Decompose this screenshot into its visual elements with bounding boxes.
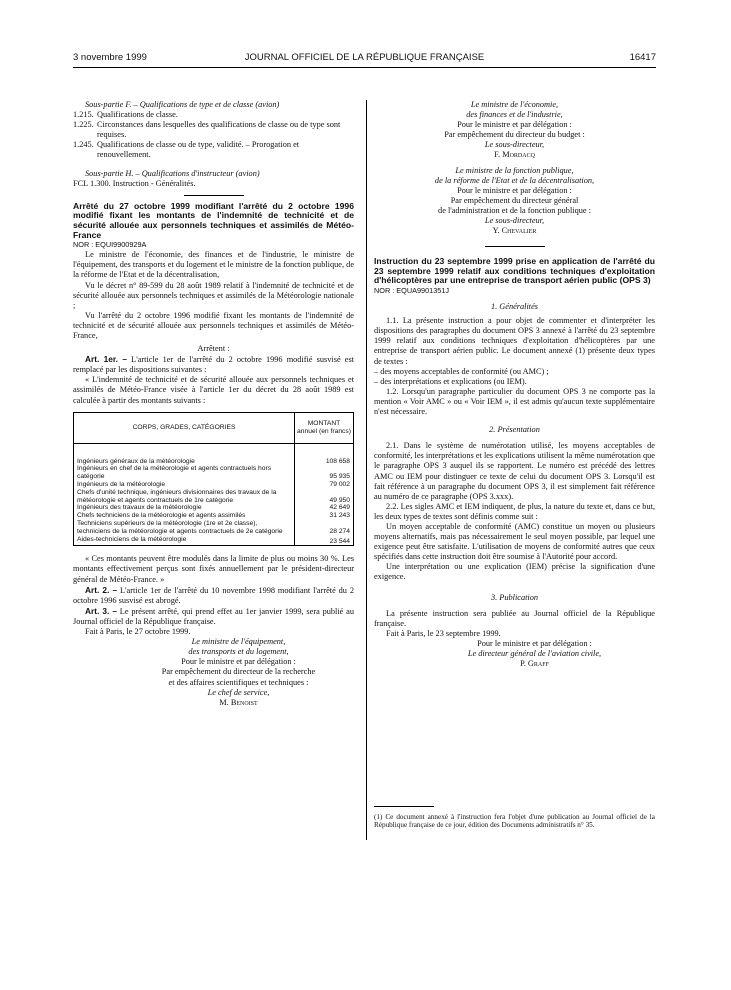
page-header <box>73 52 656 66</box>
article-2: Art. 2. – L'article 1er de l'arrêté du 10 novembre 1998 modifiant l'arrêté du 2 octobre 1996 susvisé est abrogé. <box>73 584 354 605</box>
paragraph: Vu l'arrêté du 2 octobre 1996 modifié fixant les montants de l'indemnité de technicité et de sécurité allouée aux personnels techniques et assimilés de Météo-France, <box>73 310 354 340</box>
signature-block: Le ministre de l'économie, des finances et de l'industrie, Pour le ministre et par délégation : Par empêchement du directeur du budget : Le sous-directeur, F. Mordacq <box>444 100 585 160</box>
signature-block: Le ministre de l'équipement, des transports et du logement, Pour le ministre et par délégation : Par empêchement du directeur de la recherche et des affaires scientifiques et techniques : Le chef de service, M. Benoist <box>161 637 316 707</box>
article-1: Art. 1er. – L'article 1er de l'arrêté du 2 octobre 1996 modifié susvisé est remplacé par les dispositions suivantes : <box>73 354 354 375</box>
arrete-title: Arrêté du 27 octobre 1999 modifiant l'arrêté du 2 octobre 1996 modifié fixant les montants de l'indemnité de technicité et de sécurité allouée aux personnels techniques et assimilés de Météo-France <box>73 200 354 240</box>
header-journal: JOURNAL OFFICIEL DE LA RÉPUBLIQUE FRANÇAISE <box>244 52 485 63</box>
subpart-f: Sous-partie F. – Qualifications de type et de classe (avion) <box>85 100 280 109</box>
right-column <box>374 100 655 669</box>
list-item: 1.215. Qualifications de classe. <box>73 110 178 120</box>
table-header-amount: MONTANT annuel (en francs) <box>295 412 354 443</box>
list-item: – des moyens acceptables de conformité (ou AMC) ; <box>374 366 549 376</box>
paragraph: La présente instruction sera publiée au Journal officiel de la République française. <box>374 608 655 628</box>
column-divider <box>366 100 367 840</box>
separator <box>485 246 545 247</box>
paragraph: 1.2. Lorsqu'un paragraphe particulier du document OPS 3 ne comporte pas la mention « Voir AMC » ou « Voir IEM », il est admis qu'aucun texte supplémentaire n'est nécessaire. <box>374 386 655 417</box>
paragraph: 1.1. La présente instruction a pour objet de commenter et d'interpréter les dispositions des paragraphes du document OPS 3 annexé à l'arrêté du 23 septembre 1999 relatif aux conditions techniques d'exploitation d'hélicoptères par une entreprise de transport aérien public. Le document annexé (1) présente deux types de textes : <box>374 316 655 366</box>
paragraph: Une interprétation ou une explication (IEM) précise la signification d'une exigence. <box>374 562 655 582</box>
instruction-title: Instruction du 23 septembre 1999 prise en application de l'arrêté du 23 septembre 1999 relatif aux conditions techniques d'exploitation d'hélicoptères par une entreprise de transport aérien public (OPS 3) <box>374 256 655 286</box>
table-row: Chefs d'unité technique, ingénieurs divisionnaires des travaux de la météorologie et agents contractuels de 1re catégorie 49 950 <box>74 489 354 505</box>
header-rule <box>73 67 656 68</box>
instruction-nor: NOR : EQUA9901351J <box>374 286 450 295</box>
left-column <box>73 100 354 708</box>
signature-block: Pour le ministre et par délégation : Le directeur général de l'aviation civile, P. Graff <box>467 638 602 669</box>
list-item: 1.245. Qualifications de classe ou de type, validité. – Prorogation et renouvellement. <box>73 140 300 160</box>
signature-date: Fait à Paris, le 27 octobre 1999. <box>85 627 191 637</box>
signature-block: Le ministre de la fonction publique, de la réforme de l'Etat et de la décentralisation, Pour le ministre et par délégation : Par empêchement du directeur général de l'administration et de la fonction publique : Le sous-directeur, Y. Chevalier <box>434 165 595 236</box>
table-row: Aides-techniciens de la météorologie 23 544 <box>74 536 354 546</box>
paragraph: 2.1. Dans le système de numérotation utilisé, les moyens acceptables de conformité, les interprétations et les explications utilisent la même numérotation que le paragraphe OPS 3 auquel ils se rapportent. Le numéro est précédé des lettres AMC ou IEM pour distinguer ce texte de celui du document OPS 3. Lorsqu'il est fait référence à un paragraphe du document OPS 3, il est simplement fait référence au numéro de ce paragraphe (OPS 3.xxx). <box>374 441 655 501</box>
table-row: Techniciens supérieurs de la météorologie (1re et 2e classe), techniciens de la météorologie et agents contractuels de 2e catégorie 28 274 <box>74 520 354 536</box>
paragraph: « Ces montants peuvent être modulés dans la limite de plus ou moins 30 %. Les montants effectivement perçus sont fixés annuellement par le président-directeur général de Météo-France. » <box>73 554 354 584</box>
section-heading: 1. Généralités <box>490 302 538 312</box>
arrete-nor: NOR : EQUI9900929A <box>73 240 147 250</box>
table-row: Chefs techniciens de la météorologie et agents assimilés 31 243 <box>74 512 354 520</box>
table-row: Ingénieurs généraux de la météorologie 108 658 <box>74 443 354 465</box>
item-h: FCL 1.300. Instruction - Généralités. <box>73 178 196 188</box>
paragraph: Le ministre de l'économie, des finances et de l'industrie, le ministre de l'équipement, des transports et du logement et le ministre de la fonction publique, de la réforme de l'Etat et de la décentralisation, <box>73 250 354 280</box>
paragraph: 2.2. Les sigles AMC et IEM indiquent, de plus, la nature du texte et, dans ce but, les deux types de textes sont définis comme suit : <box>374 501 655 521</box>
section-heading: 3. Publication <box>490 592 538 602</box>
section-heading: 2. Présentation <box>489 425 540 435</box>
article-1-quote: « L'indemnité de technicité et de sécurité allouée aux personnels techniques et assimilés de Météo-France visée à l'article 1er du décret du 28 août 1989 est calculée à partir des montants suivants : <box>73 375 354 405</box>
arretent: Arrêtent : <box>197 344 230 354</box>
list-item: 1.225. Circonstances dans lesquelles des qualifications de classe ou de type sont requises. <box>73 120 341 140</box>
table-row: Ingénieurs en chef de la météorologie et agents contractuels hors catégorie 95 935 <box>74 465 354 481</box>
separator <box>184 195 244 196</box>
header-page-number: 16417 <box>629 52 656 63</box>
footnote: (1) Ce document annexé à l'instruction fera l'objet d'une publication au Journal officiel de la République française de ce jour, édition des Documents administratifs n° 35. <box>374 813 655 830</box>
signature-date: Fait à Paris, le 23 septembre 1999. <box>386 628 501 638</box>
table-row: Ingénieurs de la météorologie 79 002 <box>74 481 354 489</box>
paragraph: Un moyen acceptable de conformité (AMC) constitue un moyen ou plusieurs moyens alternatifs, mais pas nécessairement le seul moyen possible, par lequel une exigence peut être satisfaite. L'utilisation de moyens de conformité autres que ceux spécifiés dans cette instruction doit être soumise à l'Autorité pour accord. <box>374 521 655 562</box>
footnote-rule <box>374 806 434 807</box>
amounts-table <box>73 412 354 547</box>
list-item: – des interprétations et explications (ou IEM). <box>374 376 527 386</box>
table-header-grades: CORPS, GRADES, CATÉGORIES <box>74 412 295 443</box>
article-3: Art. 3. – Le présent arrêté, qui prend effet au 1er janvier 1999, sera publié au Journal officiel de la République française. <box>73 605 355 626</box>
table-row: Ingénieurs des travaux de la météorologie 42 649 <box>74 504 354 512</box>
subpart-h: Sous-partie H. – Qualifications d'instructeur (avion) <box>85 168 260 178</box>
header-date: 3 novembre 1999 <box>73 52 147 63</box>
paragraph: Vu le décret n° 89-599 du 28 août 1989 relatif à l'indemnité de technicité et de sécurité allouée aux personnels techniques et assimilés de la Météorologie nationale ; <box>73 280 354 310</box>
